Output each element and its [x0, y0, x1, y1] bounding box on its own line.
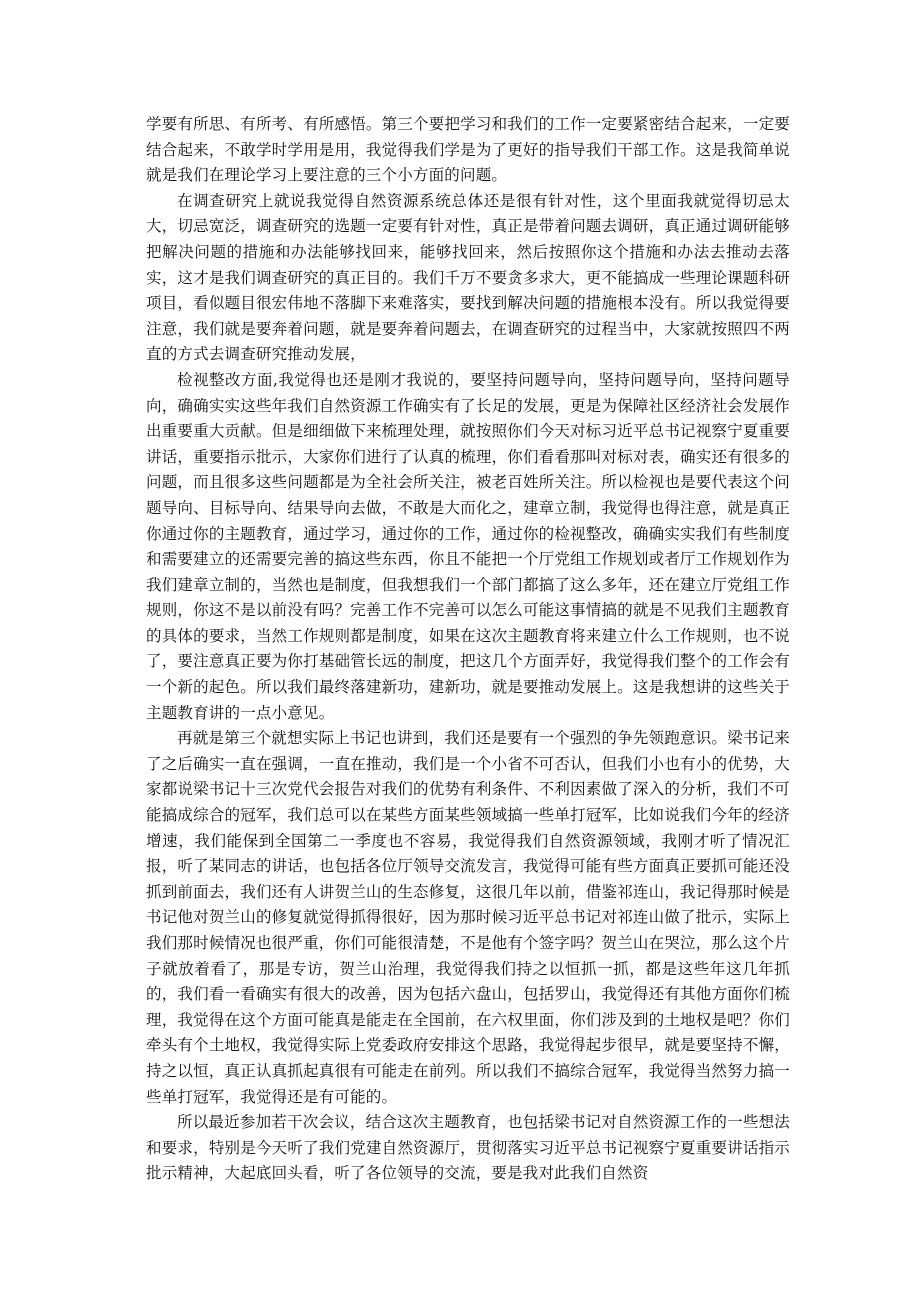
document-page: [146, 112, 790, 1187]
paragraph-2: 在调查研究上就说我觉得自然资源系统总体还是很有针对性，这个里面我就觉得切忌太大，切忌宽泛，调查研究的选题一定要有针对性，真正是带着问题去调研，真正通过调研能够把解决问题的措施和办法能够找回来，能够找回来，然后按照你这个措施和办法去推动去落实，这才是我们调查研究的真正目的。我们千万不要贪多求大，更不能搞成一些理论课题科研项目，看似题目很宏伟地不落脚下来难落实，要找到解决问题的措施根本没有。所以我觉得要注意，我们就是要奔着问题，就是要奔着问题去，在调查研究的过程当中，大家就按照四不两直的方式去调查研究推动发展，: [146, 191, 790, 364]
paragraph-5: 所以最近参加若干次会议，结合这次主题教育，也包括梁书记对自然资源工作的一些想法和要求，特别是今天听了我们党建自然资源厅，贯彻落实习近平总书记视察宁夏重要讲话指示批示精神，大起底回头看，听了各位领导的交流，要是我对此我们自然资: [146, 1113, 790, 1183]
paragraph-3: 检视整改方面,我觉得也还是刚才我说的，要坚持问题导向，坚持问题导向，坚持问题导向，确确实实这些年我们自然资源工作确实有了长足的发展，更是为保障社区经济社会发展作出重要重大贡献。但是细细做下来梳理处理，就按照你们今天对标习近平总书记视察宁夏重要讲话，重要指示批示，大家你们进行了认真的梳理，你们看看那叫对标对表，确实还有很多的问题，而且很多这些问题都是为全社会所关注，被老百姓所关注。所以检视也是要代表这个问题导向、目标导向、结果导向去做，不敢是大而化之，建章立制，我觉得也得注意，就是真正你通过你的主题教育，通过学习，通过你的工作，通过你的检视整改，确确实实我们有些制度和需要建立的还需要完善的搞这些东西，你且不能把一个厅党组工作规划或者厅工作规划作为我们建章立制的，当然也是制度，但我想我们一个部门都搞了这么多年，还在建立厅党组工作规则，你这不是以前没有吗？完善工作不完善可以怎么可能这事情搞的就是不见我们主题教育的具体的要求，当然工作规则都是制度，如果在这次主题教育将来建立什么工作规则，也不说了，要注意真正要为你打基础管长远的制度，把这几个方面弄好，我觉得我们整个的工作会有一个新的起色。所以我们最终落建新功，建新功，就是要推动发展上。这是我想讲的这些关于主题教育讲的一点小意见。: [146, 370, 790, 722]
paragraph-4: 再就是第三个就想实际上书记也讲到，我们还是要有一个强烈的争先领跑意识。梁书记来了之后确实一直在强调，一直在推动，我们是一个小省不可否认，但我们小也有小的优势，大家都说梁书记十三次党代会报告对我们的优势有利条件、不利因素做了深入的分析，我们不可能搞成综合的冠军，我们总可以在某些方面某些领域搞一些单打冠军，比如说我们今年的经济增速，我们能保到全国第二一季度也不容易，我觉得我们自然资源领域，我刚才听了情况汇报，听了某同志的讲话，也包括各位厅领导交流发言，我觉得可能有些方面真正要抓可能还没抓到前面去，我们还有人讲贺兰山的生态修复，这很几年以前，借鉴祁连山，我记得那时候是书记他对贺兰山的修复就觉得抓得很好，因为那时候习近平总书记对祁连山做了批示，实际上我们那时候情况也很严重，你们可能很清楚，不是他有个签字吗？贺兰山在哭泣，那么这个片子就放着看了，那是专访，贺兰山治理，我觉得我们持之以恒抓一抓，都是这些年这几年抓的，我们看一看确实有很大的改善，因为包括六盘山，包括罗山，我觉得还有其他方面你们梳理，我觉得在这个方面可能真是能走在全国前，在六权里面，你们涉及到的土地权是吧？你们牵头有个土地权，我觉得实际上党委政府安排这个思路，我觉得起步很早，就是要坚持不懈，持之以恒，真正认真抓起真很有可能走在前列。所以我们不搞综合冠军，我觉得当然努力搞一些单打冠军，我觉得还是有可能的。: [146, 729, 790, 1106]
paragraph-1: 学要有所思、有所考、有所感悟。第三个要把学习和我们的工作一定要紧密结合起来，一定要结合起来，不敢学时学用是用，我觉得我们学是为了更好的指导我们干部工作。这是我简单说就是我们在理论学习上要注意的三个小方面的问题。: [146, 115, 790, 185]
